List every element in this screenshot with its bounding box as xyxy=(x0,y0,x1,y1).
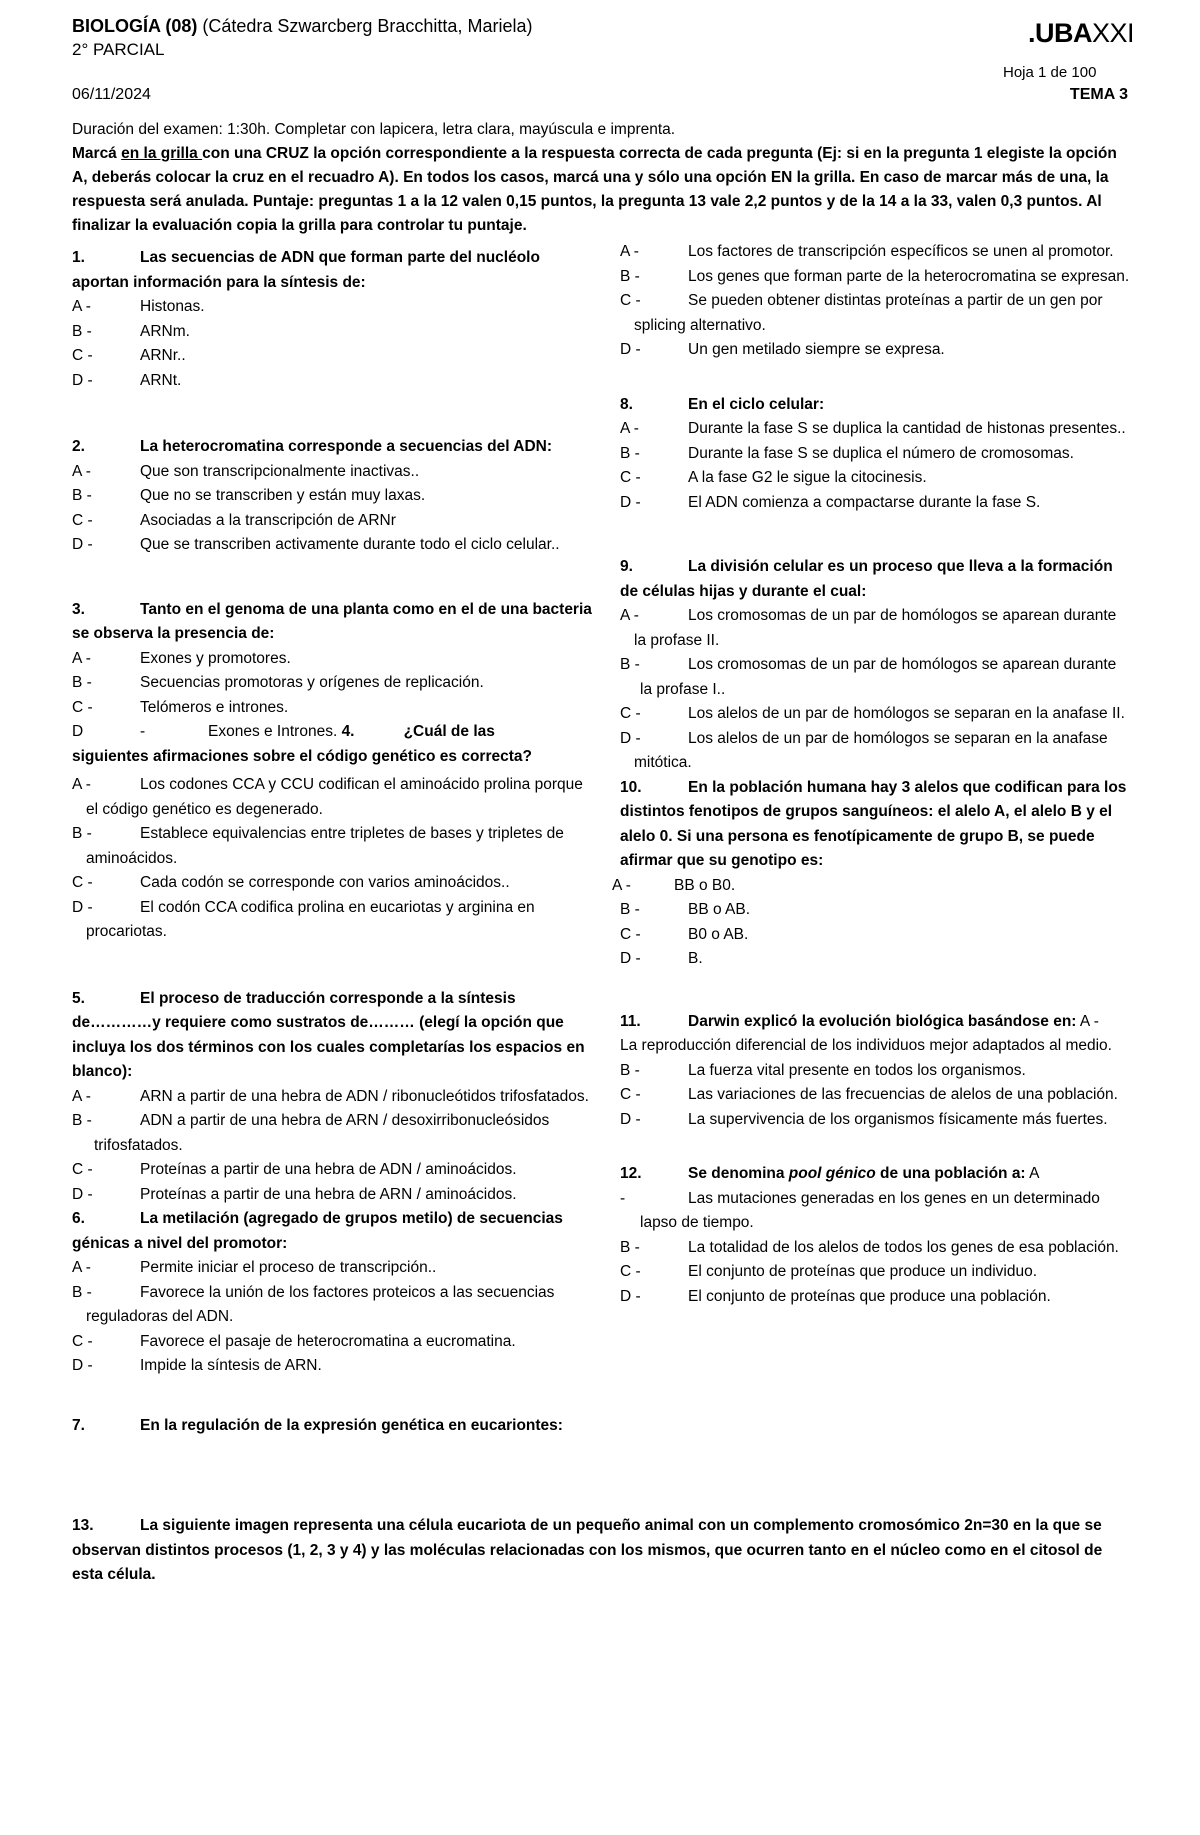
instructions xyxy=(72,118,1132,238)
instructions-part3: con una CRUZ la opción correspondiente a la respuesta correcta de cada pregunta (Ej: si en la pregunta 1 elegiste la opción A, deberás colocar la cruz en el recuadro A). En todos los casos, marcá una y sólo una opción EN la grilla. En caso de marcar más de una, la respuesta será anulada. Puntaje: preguntas 1 a la 12 valen 0,15 puntos, la pregunta 13 vale 2,2 puntos y de la 14 a la 33, valen 0,3 puntos. Al finalizar la evaluación copia la grilla para controlar tu puntaje. xyxy=(72,145,1117,234)
option-text: Las variaciones de las frecuencias de alelos de una población. xyxy=(688,1086,1118,1103)
option-letter: C - xyxy=(72,698,93,716)
course-chair: (Cátedra Szwarcberg Bracchitta, Mariela) xyxy=(197,16,533,36)
instructions-duration: Duración del examen: 1:30h. Completar con lapicera, letra clara, mayúscula e imprenta. xyxy=(72,121,676,138)
option-letter: C - xyxy=(620,705,641,722)
option-c xyxy=(620,923,1132,948)
question-stem xyxy=(72,1207,592,1256)
question-4-number: 4. xyxy=(341,723,355,740)
option-text: B. xyxy=(688,950,703,967)
question-7-stem xyxy=(72,1414,592,1439)
option-text: Exones y promotores. xyxy=(140,649,291,667)
option-a-letter: A xyxy=(1029,1165,1040,1182)
option-a xyxy=(72,647,592,672)
question-text-b: de una población a: xyxy=(875,1165,1026,1182)
question-number: 13. xyxy=(72,1517,94,1534)
option-letter: A - xyxy=(72,776,91,793)
option-a xyxy=(72,295,592,320)
option-d xyxy=(72,1183,592,1208)
option-text: Exones e Intrones. xyxy=(208,723,338,740)
option-letter: B - xyxy=(620,1238,640,1256)
option-text: Los alelos de un par de homólogos se separan en la anafase mitótica. xyxy=(634,729,1108,771)
option-c xyxy=(72,1158,592,1183)
option-text: Secuencias promotoras y orígenes de replicación. xyxy=(140,674,484,691)
option-text: La totalidad de los alelos de todos los genes de esa población. xyxy=(688,1238,1119,1256)
option-b xyxy=(620,442,1132,467)
option-letter: B - xyxy=(72,674,92,691)
logo-xxi: XXI xyxy=(1092,18,1135,48)
option-letter: D - xyxy=(72,898,93,916)
option-d xyxy=(72,1354,592,1379)
exam-date: 06/11/2024 xyxy=(72,86,151,103)
option-a xyxy=(72,773,592,822)
option-b xyxy=(72,822,592,871)
question-stem xyxy=(620,393,1132,418)
option-text: ARN a partir de una hebra de ADN / ribonucleótidos trifosfatados. xyxy=(140,1087,589,1105)
option-letter: B - xyxy=(620,267,640,285)
option-text: Un gen metilado siempre se expresa. xyxy=(688,341,945,358)
option-a xyxy=(620,240,1132,265)
option-d xyxy=(620,1108,1132,1133)
option-text: Favorece el pasaje de heterocromatina a eucromatina. xyxy=(140,1332,516,1350)
option-letter: C - xyxy=(72,1332,93,1350)
option-text: Los cromosomas de un par de homólogos se aparean durante la profase II. xyxy=(634,607,1117,649)
question-3 xyxy=(72,598,592,745)
option-text: Durante la fase S se duplica la cantidad de histonas presentes.. xyxy=(688,420,1126,437)
question-text-a: Se denomina xyxy=(688,1165,789,1182)
option-text: Que se transcriben activamente durante todo el ciclo celular.. xyxy=(140,536,560,553)
option-c xyxy=(72,509,592,534)
question-5 xyxy=(72,987,592,1208)
option-b xyxy=(72,1109,592,1158)
question-stem xyxy=(72,435,592,460)
question-10 xyxy=(612,776,1132,972)
question-number: 3. xyxy=(72,600,85,618)
option-d xyxy=(620,727,1132,776)
question-number: 5. xyxy=(72,989,85,1007)
question-11 xyxy=(620,1010,1132,1133)
option-text: Los cromosomas de un par de homólogos se aparean durante la profase I.. xyxy=(640,656,1117,698)
option-letter: D - xyxy=(620,950,641,967)
option-text: La supervivencia de los organismos físicamente más fuertes. xyxy=(688,1110,1108,1128)
option-text: A la fase G2 le sigue la citocinesis. xyxy=(688,469,927,486)
question-number: 7. xyxy=(72,1416,85,1434)
option-b xyxy=(72,671,592,696)
course-name: BIOLOGÍA (08) xyxy=(72,16,198,36)
option-letter: B - xyxy=(72,1283,92,1301)
question-stem xyxy=(72,598,592,647)
option-d xyxy=(620,1285,1132,1310)
question-number: 6. xyxy=(72,1210,85,1227)
option-text: Proteínas a partir de una hebra de ADN / aminoácidos. xyxy=(140,1161,517,1178)
course-title xyxy=(72,16,532,37)
option-letter: A - xyxy=(72,649,91,667)
option-a xyxy=(72,1085,592,1110)
option-b xyxy=(620,653,1132,702)
option-letter: B - xyxy=(620,901,640,918)
option-b xyxy=(620,898,1132,923)
question-number: 11. xyxy=(620,1012,641,1030)
question-text: En la población humana hay 3 alelos que codifican para los distintos fenotipos de grupos sanguíneos: el alelo A, el alelo B y el alelo 0. Si una persona es fenotípicamente de grupo B, se puede afirmar que su genotipo es: xyxy=(620,778,1127,869)
question-7-options xyxy=(620,240,1132,363)
option-text: ARNm. xyxy=(140,322,190,340)
option-text: Que no se transcriben y están muy laxas. xyxy=(140,487,426,504)
option-letter: B - xyxy=(72,825,92,842)
question-number: 12. xyxy=(620,1165,642,1182)
question-text: En la regulación de la expresión genética en eucariontes: xyxy=(140,1416,563,1434)
question-text: Tanto en el genoma de una planta como en el de una bacteria se observa la presencia de: xyxy=(72,600,592,642)
option-d xyxy=(72,533,592,558)
question-text: La heterocromatina corresponde a secuencias del ADN: xyxy=(140,438,553,455)
option-letter: A - xyxy=(620,243,639,260)
option-a xyxy=(612,874,1132,899)
option-b xyxy=(72,320,592,345)
option-letter: B - xyxy=(620,1061,640,1079)
option-letter: C - xyxy=(620,469,641,486)
option-letter: A - xyxy=(72,1259,91,1276)
option-letter: C - xyxy=(72,874,93,891)
option-text: Favorece la unión de los factores proteicos a las secuencias reguladoras del ADN. xyxy=(86,1283,555,1325)
option-letter: D - xyxy=(620,729,641,747)
option-letter: C - xyxy=(620,1263,641,1280)
option-d xyxy=(620,338,1132,363)
question-4-text-a: ¿Cuál de las xyxy=(403,723,495,740)
instructions-scoring xyxy=(72,142,1132,238)
question-stem xyxy=(72,987,592,1085)
option-text: BB o B0. xyxy=(674,876,736,894)
option-letter: D - xyxy=(72,1185,93,1203)
option-c xyxy=(620,289,1132,338)
option-text: Cada codón se corresponde con varios aminoácidos.. xyxy=(140,874,510,891)
option-text: Establece equivalencias entre tripletes de bases y tripletes de aminoácidos. xyxy=(86,825,564,867)
question-stem xyxy=(620,1010,1132,1035)
option-letter: A - xyxy=(72,1087,91,1105)
option-d-with-question-4 xyxy=(72,720,592,745)
option-b xyxy=(72,1281,592,1330)
question-2 xyxy=(72,435,592,558)
option-text: BB o AB. xyxy=(688,901,751,918)
option-letter: C - xyxy=(72,1161,93,1178)
option-a-letter: A - xyxy=(1079,1012,1099,1030)
question-text: Darwin explicó la evolución biológica basándose en: xyxy=(688,1012,1077,1030)
instructions-part2: en la grilla xyxy=(121,145,203,162)
option-text: La fuerza vital presente en todos los organismos. xyxy=(688,1061,1026,1079)
option-text: Los alelos de un par de homólogos se separan en la anafase II. xyxy=(688,705,1125,722)
option-text: Las mutaciones generadas en los genes en un determinado lapso de tiempo. xyxy=(640,1189,1100,1231)
option-letter: D - xyxy=(620,1287,641,1305)
option-letter: A - xyxy=(72,462,91,480)
option-a-text: La reproducción diferencial de los individuos mejor adaptados al medio. xyxy=(620,1037,1112,1054)
option-letter: C - xyxy=(72,511,93,529)
option-text: Los genes que forman parte de la heterocromatina se expresan. xyxy=(688,267,1130,285)
option-letter: D - xyxy=(72,371,93,389)
question-text: En el ciclo celular: xyxy=(688,395,825,413)
option-letter: B - xyxy=(72,487,92,504)
option-text: Que son transcripcionalmente inactivas.. xyxy=(140,462,420,480)
option-d xyxy=(72,896,592,945)
question-1 xyxy=(72,246,592,393)
option-letter: C - xyxy=(620,292,641,309)
option-text: Telómeros e intrones. xyxy=(140,698,289,716)
option-d xyxy=(620,947,1132,972)
question-stem xyxy=(620,555,1132,604)
option-dash: - xyxy=(620,1189,626,1207)
question-number: 9. xyxy=(620,558,633,575)
question-text: La división celular es un proceso que lleva a la formación de células hijas y durante el cual: xyxy=(620,558,1113,600)
option-letter: D - xyxy=(620,493,641,511)
option-text: ADN a partir de una hebra de ARN / desoxirribonucleósidos trifosfatados. xyxy=(94,1112,550,1154)
question-12 xyxy=(620,1162,1132,1309)
right-column xyxy=(612,243,1132,1309)
option-a xyxy=(72,1256,592,1281)
option-text: Proteínas a partir de una hebra de ARN / aminoácidos. xyxy=(140,1185,517,1203)
question-13 xyxy=(72,1514,1132,1588)
option-letter: D - xyxy=(620,1110,641,1128)
option-c xyxy=(620,466,1132,491)
option-c xyxy=(620,702,1132,727)
question-6 xyxy=(72,1207,592,1379)
option-d xyxy=(620,491,1132,516)
question-text-em: pool génico xyxy=(788,1165,876,1182)
option-text: Histonas. xyxy=(140,298,205,315)
question-stem xyxy=(620,776,1132,874)
option-text: ARNr.. xyxy=(140,347,186,364)
question-number: 2. xyxy=(72,438,85,455)
option-letter: D - xyxy=(72,536,93,553)
option-text: Los factores de transcripción específicos se unen al promotor. xyxy=(688,243,1114,260)
question-text: El proceso de traducción corresponde a la síntesis de…………y requiere como sustratos de……… (elegí la opción que incluya los dos términos con los cuales completarías los espacios en blanco): xyxy=(72,989,585,1080)
question-text: La metilación (agregado de grupos metilo) de secuencias génicas a nivel del promotor: xyxy=(72,1210,563,1252)
left-column xyxy=(72,246,592,1438)
option-text: El conjunto de proteínas que produce una población. xyxy=(688,1287,1051,1305)
option-text: Los codones CCA y CCU codifican el aminoácido prolina porque el código genético es degenerado. xyxy=(86,776,583,818)
option-letter: A - xyxy=(620,607,639,624)
question-number: 8. xyxy=(620,395,633,413)
question-number: 10. xyxy=(620,778,642,796)
option-letter: C - xyxy=(620,1086,641,1103)
option-letter: A - xyxy=(620,420,639,437)
option-text: Permite iniciar el proceso de transcripción.. xyxy=(140,1259,437,1276)
option-c xyxy=(72,1330,592,1355)
question-stem xyxy=(72,1414,592,1439)
option-c xyxy=(620,1260,1132,1285)
exam-topic: TEMA 3 xyxy=(1069,86,1128,103)
option-b xyxy=(620,1059,1132,1084)
option-a xyxy=(72,460,592,485)
option-a xyxy=(620,604,1132,653)
option-a xyxy=(620,1187,1132,1236)
option-dash: - xyxy=(140,723,146,740)
option-letter: B - xyxy=(72,322,92,340)
option-letter: A - xyxy=(72,298,91,315)
option-b xyxy=(620,265,1132,290)
option-c xyxy=(72,696,592,721)
option-text: El codón CCA codifica prolina en eucariotas y arginina en procariotas. xyxy=(86,898,535,940)
question-4-text-b: siguientes afirmaciones sobre el código genético es correcta? xyxy=(72,747,532,765)
option-text: Durante la fase S se duplica el número de cromosomas. xyxy=(688,444,1074,462)
option-letter: B - xyxy=(72,1112,92,1129)
option-c xyxy=(620,1083,1132,1108)
option-letter: B - xyxy=(620,656,640,673)
option-b xyxy=(620,1236,1132,1261)
option-letter: D - xyxy=(620,341,641,358)
option-b xyxy=(72,484,592,509)
exam-name: 2° PARCIAL xyxy=(72,40,165,59)
option-c xyxy=(72,871,592,896)
option-text: Se pueden obtener distintas proteínas a partir de un gen por splicing alternativo. xyxy=(634,292,1103,334)
option-text: B0 o AB. xyxy=(688,925,749,943)
option-letter: A - xyxy=(612,876,631,894)
question-stem xyxy=(620,1162,1132,1187)
sheet-number: Hoja 1 de 100 xyxy=(1003,64,1097,81)
question-4 xyxy=(72,745,592,945)
question-text: Las secuencias de ADN que forman parte del nucléolo aportan información para la síntesis de: xyxy=(72,249,540,291)
option-letter: C - xyxy=(620,925,641,943)
uba-xxi-logo xyxy=(1028,18,1134,49)
question-number: 1. xyxy=(72,249,85,266)
option-letter: C - xyxy=(72,347,93,364)
option-text: Asociadas a la transcripción de ARNr xyxy=(140,511,396,529)
option-letter: D - xyxy=(72,1357,93,1374)
question-9 xyxy=(620,555,1132,776)
question-8 xyxy=(620,393,1132,516)
option-text: ARNt. xyxy=(140,371,182,389)
option-text: Impide la síntesis de ARN. xyxy=(140,1357,322,1374)
option-text: El ADN comienza a compactarse durante la fase S. xyxy=(688,493,1041,511)
option-a xyxy=(620,417,1132,442)
option-text: El conjunto de proteínas que produce un individuo. xyxy=(688,1263,1037,1280)
option-c xyxy=(72,344,592,369)
question-text: La siguiente imagen representa una célula eucariota de un pequeño animal con un complemento cromosómico 2n=30 en la que se observan distintos procesos (1, 2, 3 y 4) y las moléculas relacionadas con los mismos, que ocurren tanto en el núcleo como en el citosol de esta célula. xyxy=(72,1517,1103,1583)
option-letter: B - xyxy=(620,444,640,462)
question-stem xyxy=(72,246,592,295)
option-letter: D xyxy=(72,723,84,740)
instructions-part1: Marcá xyxy=(72,145,122,162)
logo-uba: .UBA xyxy=(1028,18,1092,48)
option-d xyxy=(72,369,592,394)
